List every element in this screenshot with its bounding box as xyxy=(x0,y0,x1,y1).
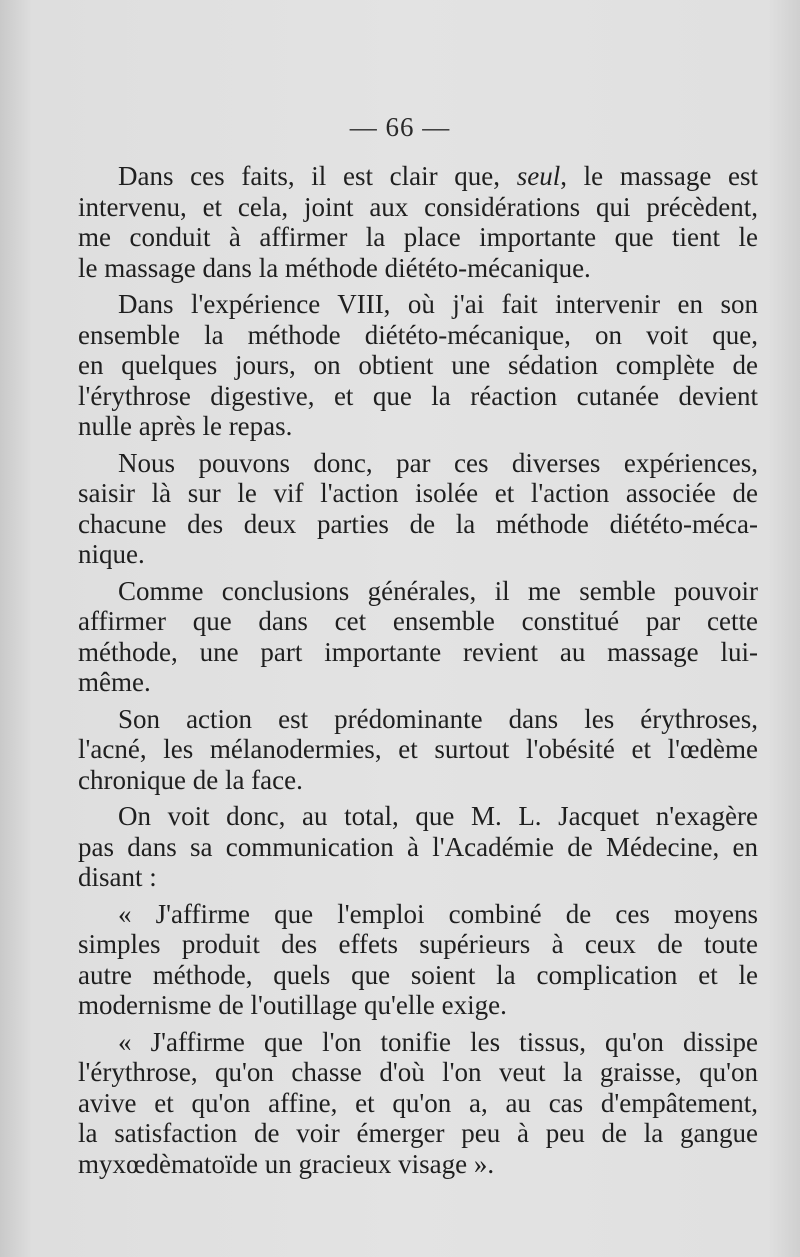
text-line: Nous pouvons donc, par ces diverses expériences, xyxy=(118,447,758,478)
text-line: nique. xyxy=(78,539,145,569)
text-line: l'érythrose digestive, et que la réaction cutanée devient xyxy=(78,380,758,411)
paragraph xyxy=(78,704,758,796)
page-number: — 66 — xyxy=(349,112,451,142)
text-line: intervenu, et cela, joint aux considérations qui précèdent, xyxy=(78,191,758,222)
text-line: le massage dans la méthode diététo-mécanique. xyxy=(78,252,591,283)
text-line: me conduit à affirmer la place importante que tient le xyxy=(78,222,758,252)
text-line: chronique de la face. xyxy=(78,764,303,795)
text-line: Comme conclusions générales, il me semble pouvoir xyxy=(118,575,758,606)
text-line: saisir là sur le vif l'action isolée et l'action associée de xyxy=(78,478,758,508)
text-line: « J'affirme que l'emploi combiné de ces moyens xyxy=(118,898,758,929)
text-line: l'acné, les mélanodermies, et surtout l'obésité et l'œdème xyxy=(78,734,758,764)
text-line: en quelques jours, on obtient une sédation complète de xyxy=(78,350,758,380)
text-line: modernisme de l'outillage qu'elle exige. xyxy=(78,990,507,1020)
text-line: Dans ces faits, il est clair que, seul, le massage est xyxy=(118,161,758,191)
text-line: ensemble la méthode diététo-mécanique, on voit que, xyxy=(78,319,758,350)
emphasis: seul xyxy=(516,161,561,191)
text-line: affirmer que dans cet ensemble constitué par cette xyxy=(78,606,758,636)
text-line: la satisfaction de voir émerger peu à peu de la gangue xyxy=(78,1118,758,1148)
quote-paragraph xyxy=(78,899,758,1021)
text-line: « J'affirme que l'on tonifie les tissus, qu'on dissipe xyxy=(118,1026,758,1057)
body-text xyxy=(78,161,758,1185)
quote-paragraph xyxy=(78,1027,758,1180)
text-line: Son action est prédominante dans les érythroses, xyxy=(118,703,758,734)
text-line: disant : xyxy=(78,862,157,892)
text-line: même. xyxy=(78,667,151,697)
paragraph xyxy=(78,289,758,442)
paragraph xyxy=(78,448,758,570)
paragraph xyxy=(78,576,758,698)
text-line: simples produit des effets supérieurs à ceux de toute xyxy=(78,929,758,959)
text-line: autre méthode, quels que soient la complication et le xyxy=(78,959,758,990)
text-line: On voit donc, au total, que M. L. Jacquet n'exagère xyxy=(118,801,758,831)
paragraph xyxy=(78,801,758,893)
paragraph xyxy=(78,161,758,283)
text-line: nulle après le repas. xyxy=(78,411,293,441)
text-line: Dans l'expérience VIII, où j'ai fait intervenir en son xyxy=(118,289,758,319)
text-line: chacune des deux parties de la méthode diététo-méca- xyxy=(78,508,758,539)
text-line: myxœdèmatoïde un gracieux visage ». xyxy=(78,1148,495,1179)
text-line: pas dans sa communication à l'Académie de Médecine, en xyxy=(78,831,758,862)
text-line: avive et qu'on affine, et qu'on a, au cas d'empâtement, xyxy=(78,1087,758,1118)
text-line: méthode, une part importante revient au massage lui- xyxy=(78,636,758,667)
text-line: l'érythrose, qu'on chasse d'où l'on veut la graisse, qu'on xyxy=(78,1057,758,1087)
